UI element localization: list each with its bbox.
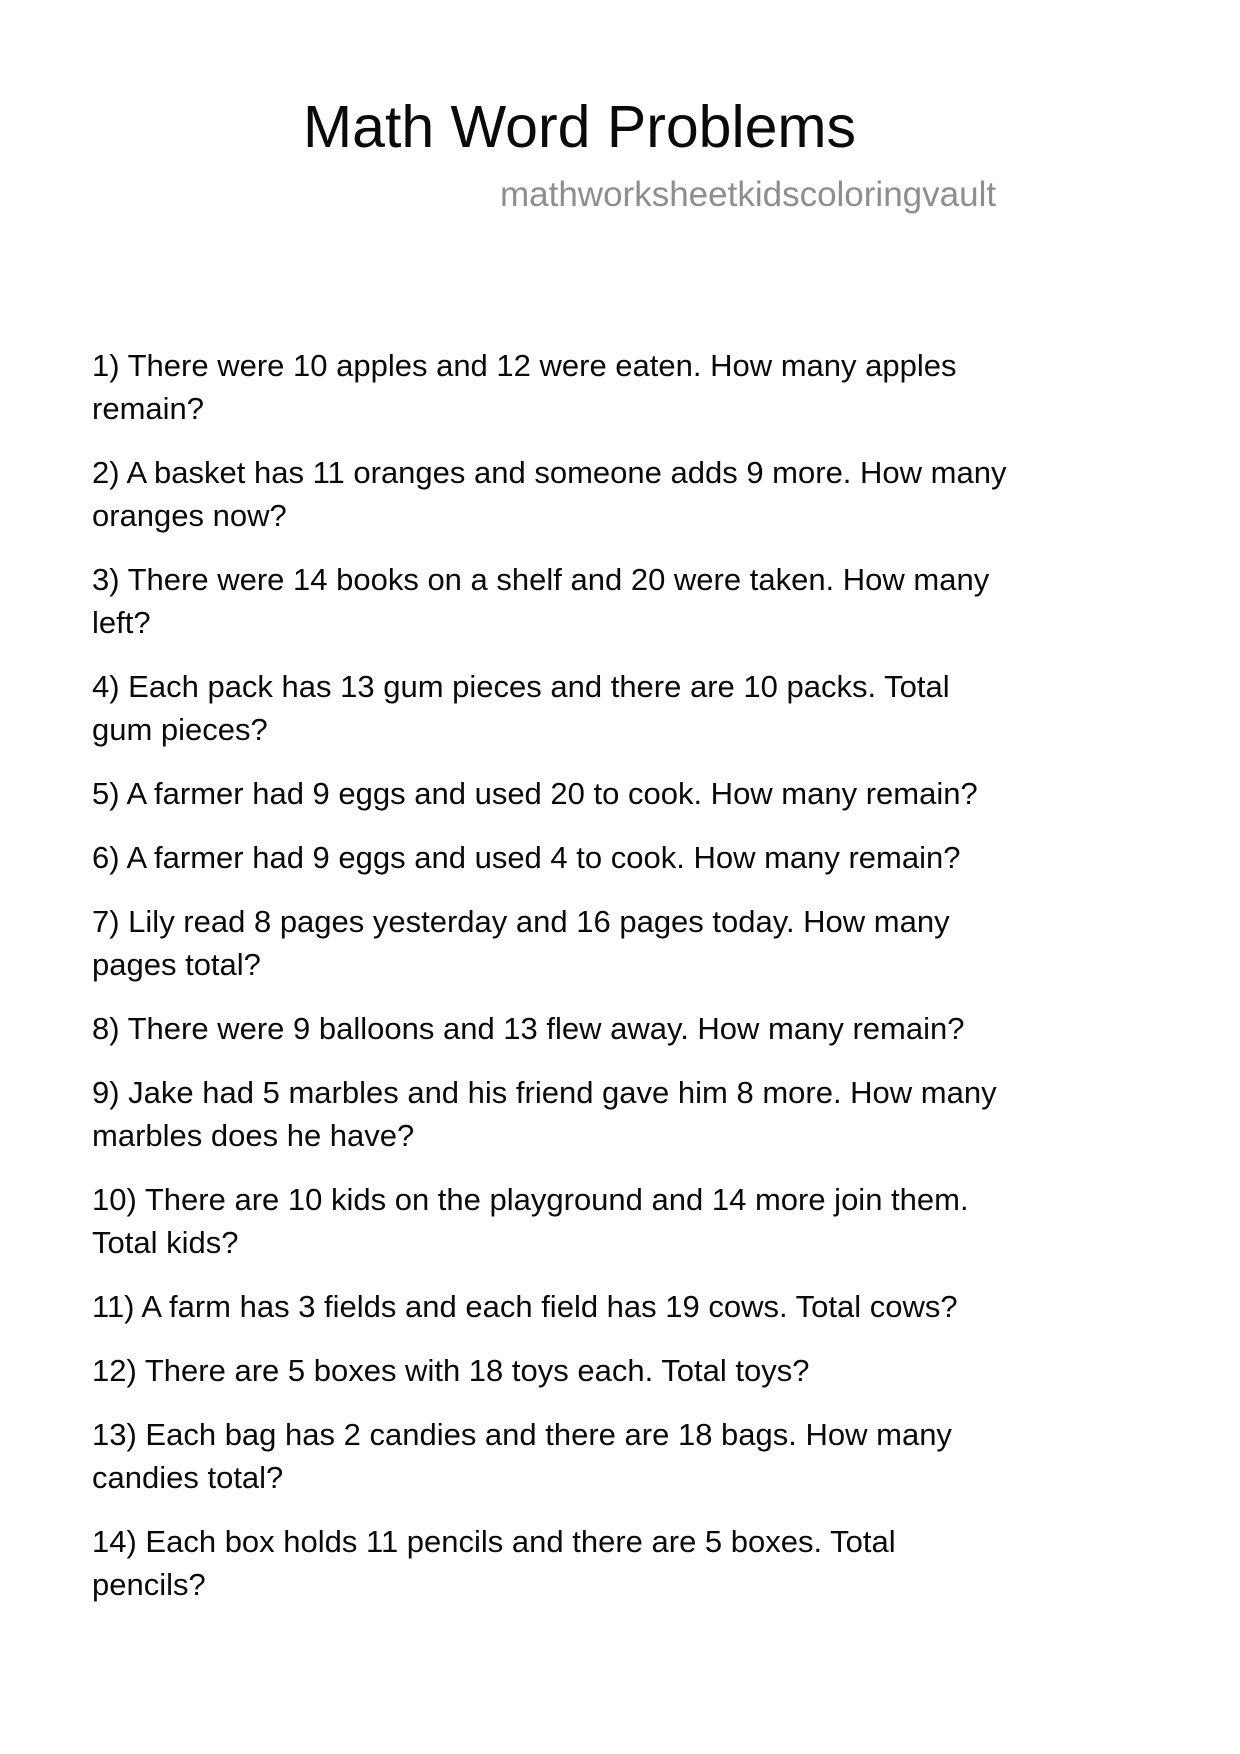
word-problem: [92, 836, 1162, 879]
problem-text-line: 3) There were 14 books on a shelf and 20 were taken. How many: [92, 562, 990, 597]
word-problem: [92, 1413, 1162, 1499]
problem-text-line: left?: [92, 605, 151, 640]
page-title: Math Word Problems: [303, 94, 857, 160]
problem-text-line: pages total?: [92, 947, 261, 982]
word-problem: [92, 1285, 1162, 1328]
problem-text-line: 7) Lily read 8 pages yesterday and 16 pages today. How many: [92, 904, 950, 939]
problem-text-line: oranges now?: [92, 498, 287, 533]
word-problem: [92, 451, 1162, 537]
page-subtitle: mathworksheetkidscoloringvault: [500, 175, 997, 214]
problem-text-line: 10) There are 10 kids on the playground and 14 more join them.: [92, 1182, 969, 1217]
word-problem: [92, 1349, 1162, 1392]
problem-text-line: pencils?: [92, 1567, 206, 1602]
problem-text-line: Total kids?: [92, 1225, 239, 1260]
problem-text-line: 12) There are 5 boxes with 18 toys each. Total toys?: [92, 1353, 810, 1388]
word-problem: [92, 772, 1162, 815]
word-problem: [92, 1178, 1162, 1264]
word-problem: [92, 1520, 1162, 1606]
problem-text-line: 14) Each box holds 11 pencils and there are 5 boxes. Total: [92, 1524, 896, 1559]
word-problem: [92, 1071, 1162, 1157]
word-problem: [92, 665, 1162, 751]
problem-text-line: 13) Each bag has 2 candies and there are 18 bags. How many: [92, 1417, 952, 1452]
problem-text-line: candies total?: [92, 1460, 284, 1495]
word-problem: [92, 558, 1162, 644]
problem-text-line: marbles does he have?: [92, 1118, 415, 1153]
word-problem: [92, 1007, 1162, 1050]
problems-list: [92, 344, 1162, 1627]
problem-text-line: 8) There were 9 balloons and 13 flew away. How many remain?: [92, 1011, 965, 1046]
problem-text-line: 6) A farmer had 9 eggs and used 4 to cook. How many remain?: [92, 840, 961, 875]
problem-text-line: gum pieces?: [92, 712, 268, 747]
problem-text-line: 9) Jake had 5 marbles and his friend gave him 8 more. How many: [92, 1075, 997, 1110]
problem-text-line: 2) A basket has 11 oranges and someone adds 9 more. How many: [92, 455, 1007, 490]
problem-text-line: 4) Each pack has 13 gum pieces and there are 10 packs. Total: [92, 669, 950, 704]
problem-text-line: 5) A farmer had 9 eggs and used 20 to cook. How many remain?: [92, 776, 978, 811]
word-problem: [92, 900, 1162, 986]
problem-text-line: 11) A farm has 3 fields and each field has 19 cows. Total cows?: [92, 1289, 958, 1324]
problem-text-line: 1) There were 10 apples and 12 were eaten. How many apples: [92, 348, 957, 383]
word-problem: [92, 344, 1162, 430]
problem-text-line: remain?: [92, 391, 204, 426]
